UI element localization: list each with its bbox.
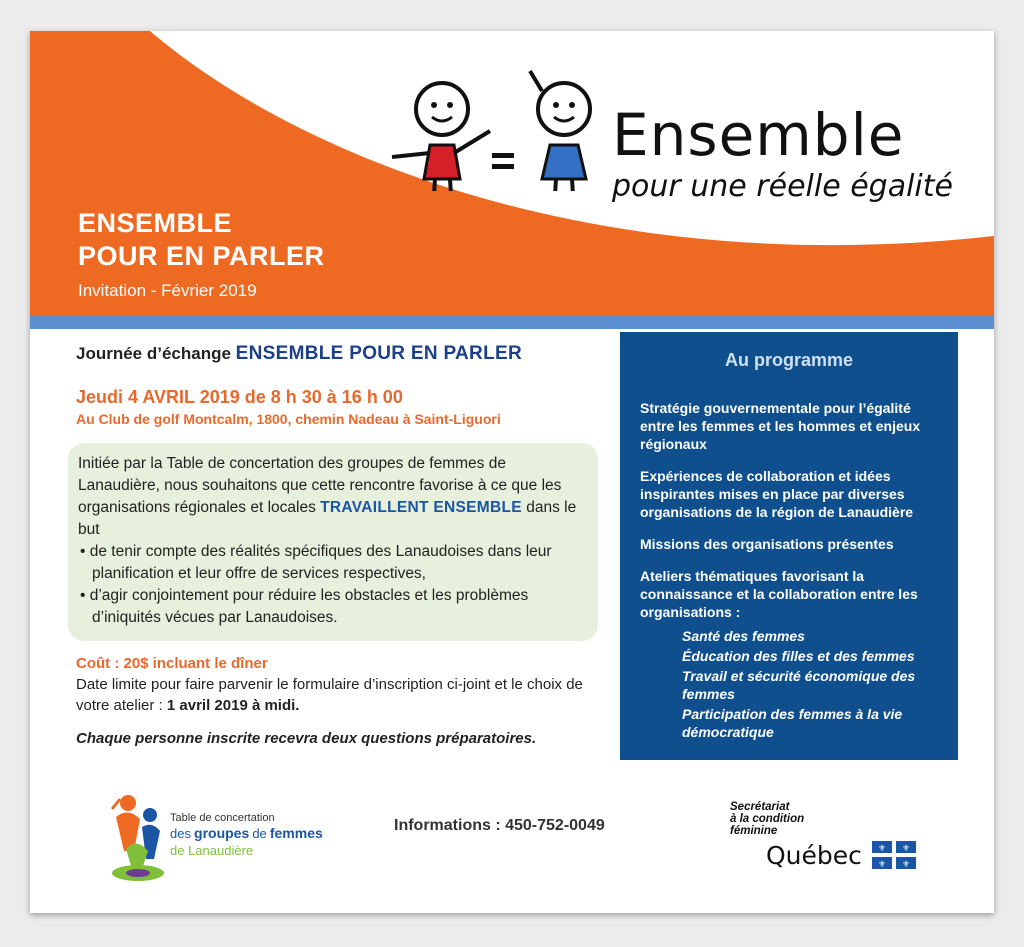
svg-text:⚜: ⚜	[901, 860, 911, 869]
workshop-item: Travail et sécurité économique des femmes	[682, 668, 916, 702]
deadline-text: Date limite pour faire parvenir le formulaire d’inscription ci-joint et le choix de votre atelier :	[76, 676, 583, 714]
program-panel	[620, 332, 958, 760]
header-subtitle: Invitation - Février 2019	[78, 281, 257, 300]
secretariat-name	[730, 801, 804, 837]
tcgf-line1: Table de concertation	[170, 812, 275, 824]
blue-divider-band	[30, 315, 994, 329]
cost-label: Coût : 20$ incluant le dîner	[76, 655, 268, 672]
svg-text:⚜: ⚜	[901, 844, 911, 854]
tcgf-word: groupes	[194, 825, 250, 841]
event-heading-prefix: Journée d’échange	[76, 344, 231, 363]
tcgf-word: femmes	[269, 825, 323, 841]
event-heading	[76, 343, 606, 365]
tcgf-line2	[170, 826, 323, 843]
tcgf-line3: de Lanaudière	[170, 843, 254, 858]
brand-title: Ensemble	[612, 101, 905, 169]
header-title	[78, 207, 325, 273]
secretariat-line: Secrétariat	[730, 801, 790, 813]
ensemble-logo	[380, 61, 960, 204]
tcgf-word: des	[170, 826, 191, 841]
quebec-secretariat-logo	[730, 801, 930, 881]
svg-text:⚜: ⚜	[877, 860, 887, 869]
secretariat-line: féminine	[730, 825, 778, 837]
brand-tagline: pour une réelle égalité	[612, 169, 953, 204]
tcgf-logo	[106, 789, 326, 884]
deadline	[76, 674, 606, 716]
program-item: Stratégie gouvernementale pour l’égalité entre les femmes et les hommes et enjeux régionaux	[640, 400, 921, 452]
intro-bullet: • d’agir conjointement pour réduire les obstacles et les problèmes d’iniquités vécues par Lanaudoises.	[80, 587, 529, 626]
program-item: Expériences de collaboration et idées inspirantes mises en place par diverses organisations de la région de Lanaudière	[640, 468, 914, 520]
intro-box	[68, 443, 598, 641]
event-date: Jeudi 4 AVRIL 2019 de 8 h 30 à 16 h 00	[76, 387, 403, 407]
header-title-line1: ENSEMBLE	[78, 208, 233, 238]
intro-highlight: TRAVAILLENT ENSEMBLE	[320, 499, 522, 516]
program-item: Ateliers thématiques favorisant la connaissance et la collaboration entre les organisations :	[640, 568, 918, 620]
intro-bullets	[78, 541, 586, 629]
workshop-item: Éducation des filles et des femmes	[682, 648, 915, 664]
quebec-flag-icon	[872, 841, 916, 869]
intro-text-after: dans le but	[78, 499, 577, 538]
program-item: Missions des organisations présentes	[640, 536, 894, 552]
tcgf-figures-icon	[106, 789, 170, 884]
program-title: Au programme	[724, 350, 854, 370]
workshop-item: Santé des femmes	[682, 628, 805, 644]
event-location: Au Club de golf Montcalm, 1800, chemin Nadeau à Saint-Liguori	[76, 411, 501, 427]
secretariat-line: à la condition	[730, 813, 805, 825]
workshop-item: Participation des femmes à la vie démocratique	[682, 706, 903, 740]
tcgf-word: de	[252, 826, 267, 841]
deadline-date: 1 avril 2019 à midi.	[166, 697, 300, 714]
intro-bullet: • de tenir compte des réalités spécifiques des Lanaudoises dans leur planification et leur offre de services respectives,	[80, 543, 552, 582]
invitation-card	[30, 31, 994, 913]
quebec-wordmark: Québec	[766, 841, 862, 870]
kids-equality-illustration	[380, 61, 610, 191]
event-heading-title: ENSEMBLE POUR EN PARLER	[235, 343, 522, 364]
tcgf-name	[170, 811, 323, 858]
preparation-note: Chaque personne inscrite recevra deux questions préparatoires.	[76, 730, 537, 747]
svg-text:⚜: ⚜	[877, 844, 887, 854]
header-title-line2: POUR EN PARLER	[78, 241, 325, 271]
event-details	[76, 343, 606, 747]
intro-text: Initiée par la Table de concertation des groupes de femmes de Lanaudière, nous souhaitons que cette rencontre favorise à ce que les organisations régionales et locales	[78, 455, 562, 516]
contact-info: Informations : 450-752-0049	[394, 817, 605, 834]
